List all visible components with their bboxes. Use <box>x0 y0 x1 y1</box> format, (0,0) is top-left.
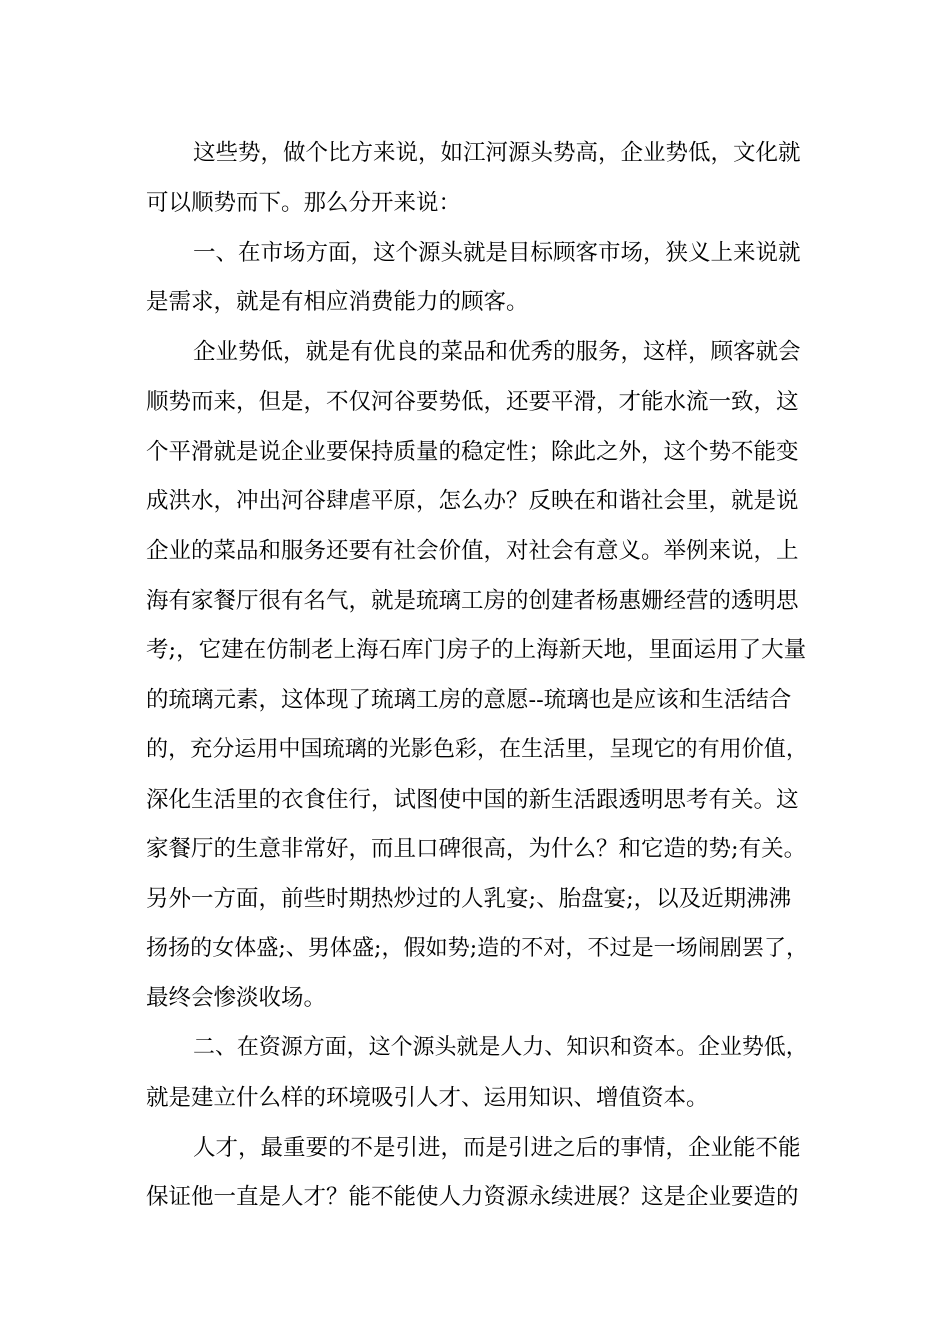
text-line-6: 顺势而来，但是，不仅河谷要势低，还要平滑，才能水流一致，这 <box>146 389 799 415</box>
text-line-22: 保证他一直是人才？能不能使人力资源永续进展？这是企业要造的 <box>146 1184 799 1210</box>
text-line-19: 二、在资源方面，这个源头就是人力、知识和资本。企业势低， <box>193 1035 808 1060</box>
text-line-17: 扬扬的女体盛;、男体盛;，假如势;造的不对，不过是一场闹剧罢了， <box>146 936 809 961</box>
text-line-4: 是需求，就是有相应消费能力的顾客。 <box>146 289 529 315</box>
text-line-21: 人才，最重要的不是引进，而是引进之后的事情，企业能不能 <box>193 1135 801 1161</box>
text-line-14: 深化生活里的衣食住行，试图使中国的新生活跟透明思考有关。这 <box>146 787 799 813</box>
text-line-13: 的，充分运用中国琉璃的光影色彩，在生活里，呈现它的有用价值， <box>146 737 808 762</box>
text-line-3: 一、在市场方面，这个源头就是目标顾客市场，狭义上来说就 <box>193 240 801 266</box>
text-line-7: 个平滑就是说企业要保持质量的稳定性；除此之外，这个势不能变 <box>146 439 799 465</box>
text-line-20: 就是建立什么样的环境吸引人才、运用知识、增值资本。 <box>146 1085 709 1111</box>
text-line-10: 海有家餐厅很有名气，就是琉璃工房的创建者杨惠姗经营的透明思 <box>146 588 799 614</box>
text-line-8: 成洪水，冲出河谷肆虐平原，怎么办？反映在和谐社会里，就是说 <box>146 488 799 514</box>
text-line-1: 这些势，做个比方来说，如江河源头势高，企业势低，文化就 <box>193 140 801 166</box>
text-line-16: 另外一方面，前些时期热炒过的人乳宴;、胎盘宴;，以及近期沸沸 <box>146 886 792 912</box>
text-line-15: 家餐厅的生意非常好，而且口碑很高，为什么？和它造的势;有关。 <box>146 836 807 862</box>
text-line-2: 可以顺势而下。那么分开来说： <box>146 190 462 216</box>
text-line-12: 的琉璃元素，这体现了琉璃工房的意愿--琉璃也是应该和生活结合 <box>146 687 792 713</box>
text-line-18: 最终会惨淡收场。 <box>146 985 327 1011</box>
text-line-9: 企业的菜品和服务还要有社会价值，对社会有意义。举例来说，上 <box>146 538 799 564</box>
text-line-11: 考;，它建在仿制老上海石库门房子的上海新天地，里面运用了大量 <box>146 637 807 663</box>
text-line-5: 企业势低，就是有优良的菜品和优秀的服务，这样，顾客就会 <box>193 339 801 365</box>
